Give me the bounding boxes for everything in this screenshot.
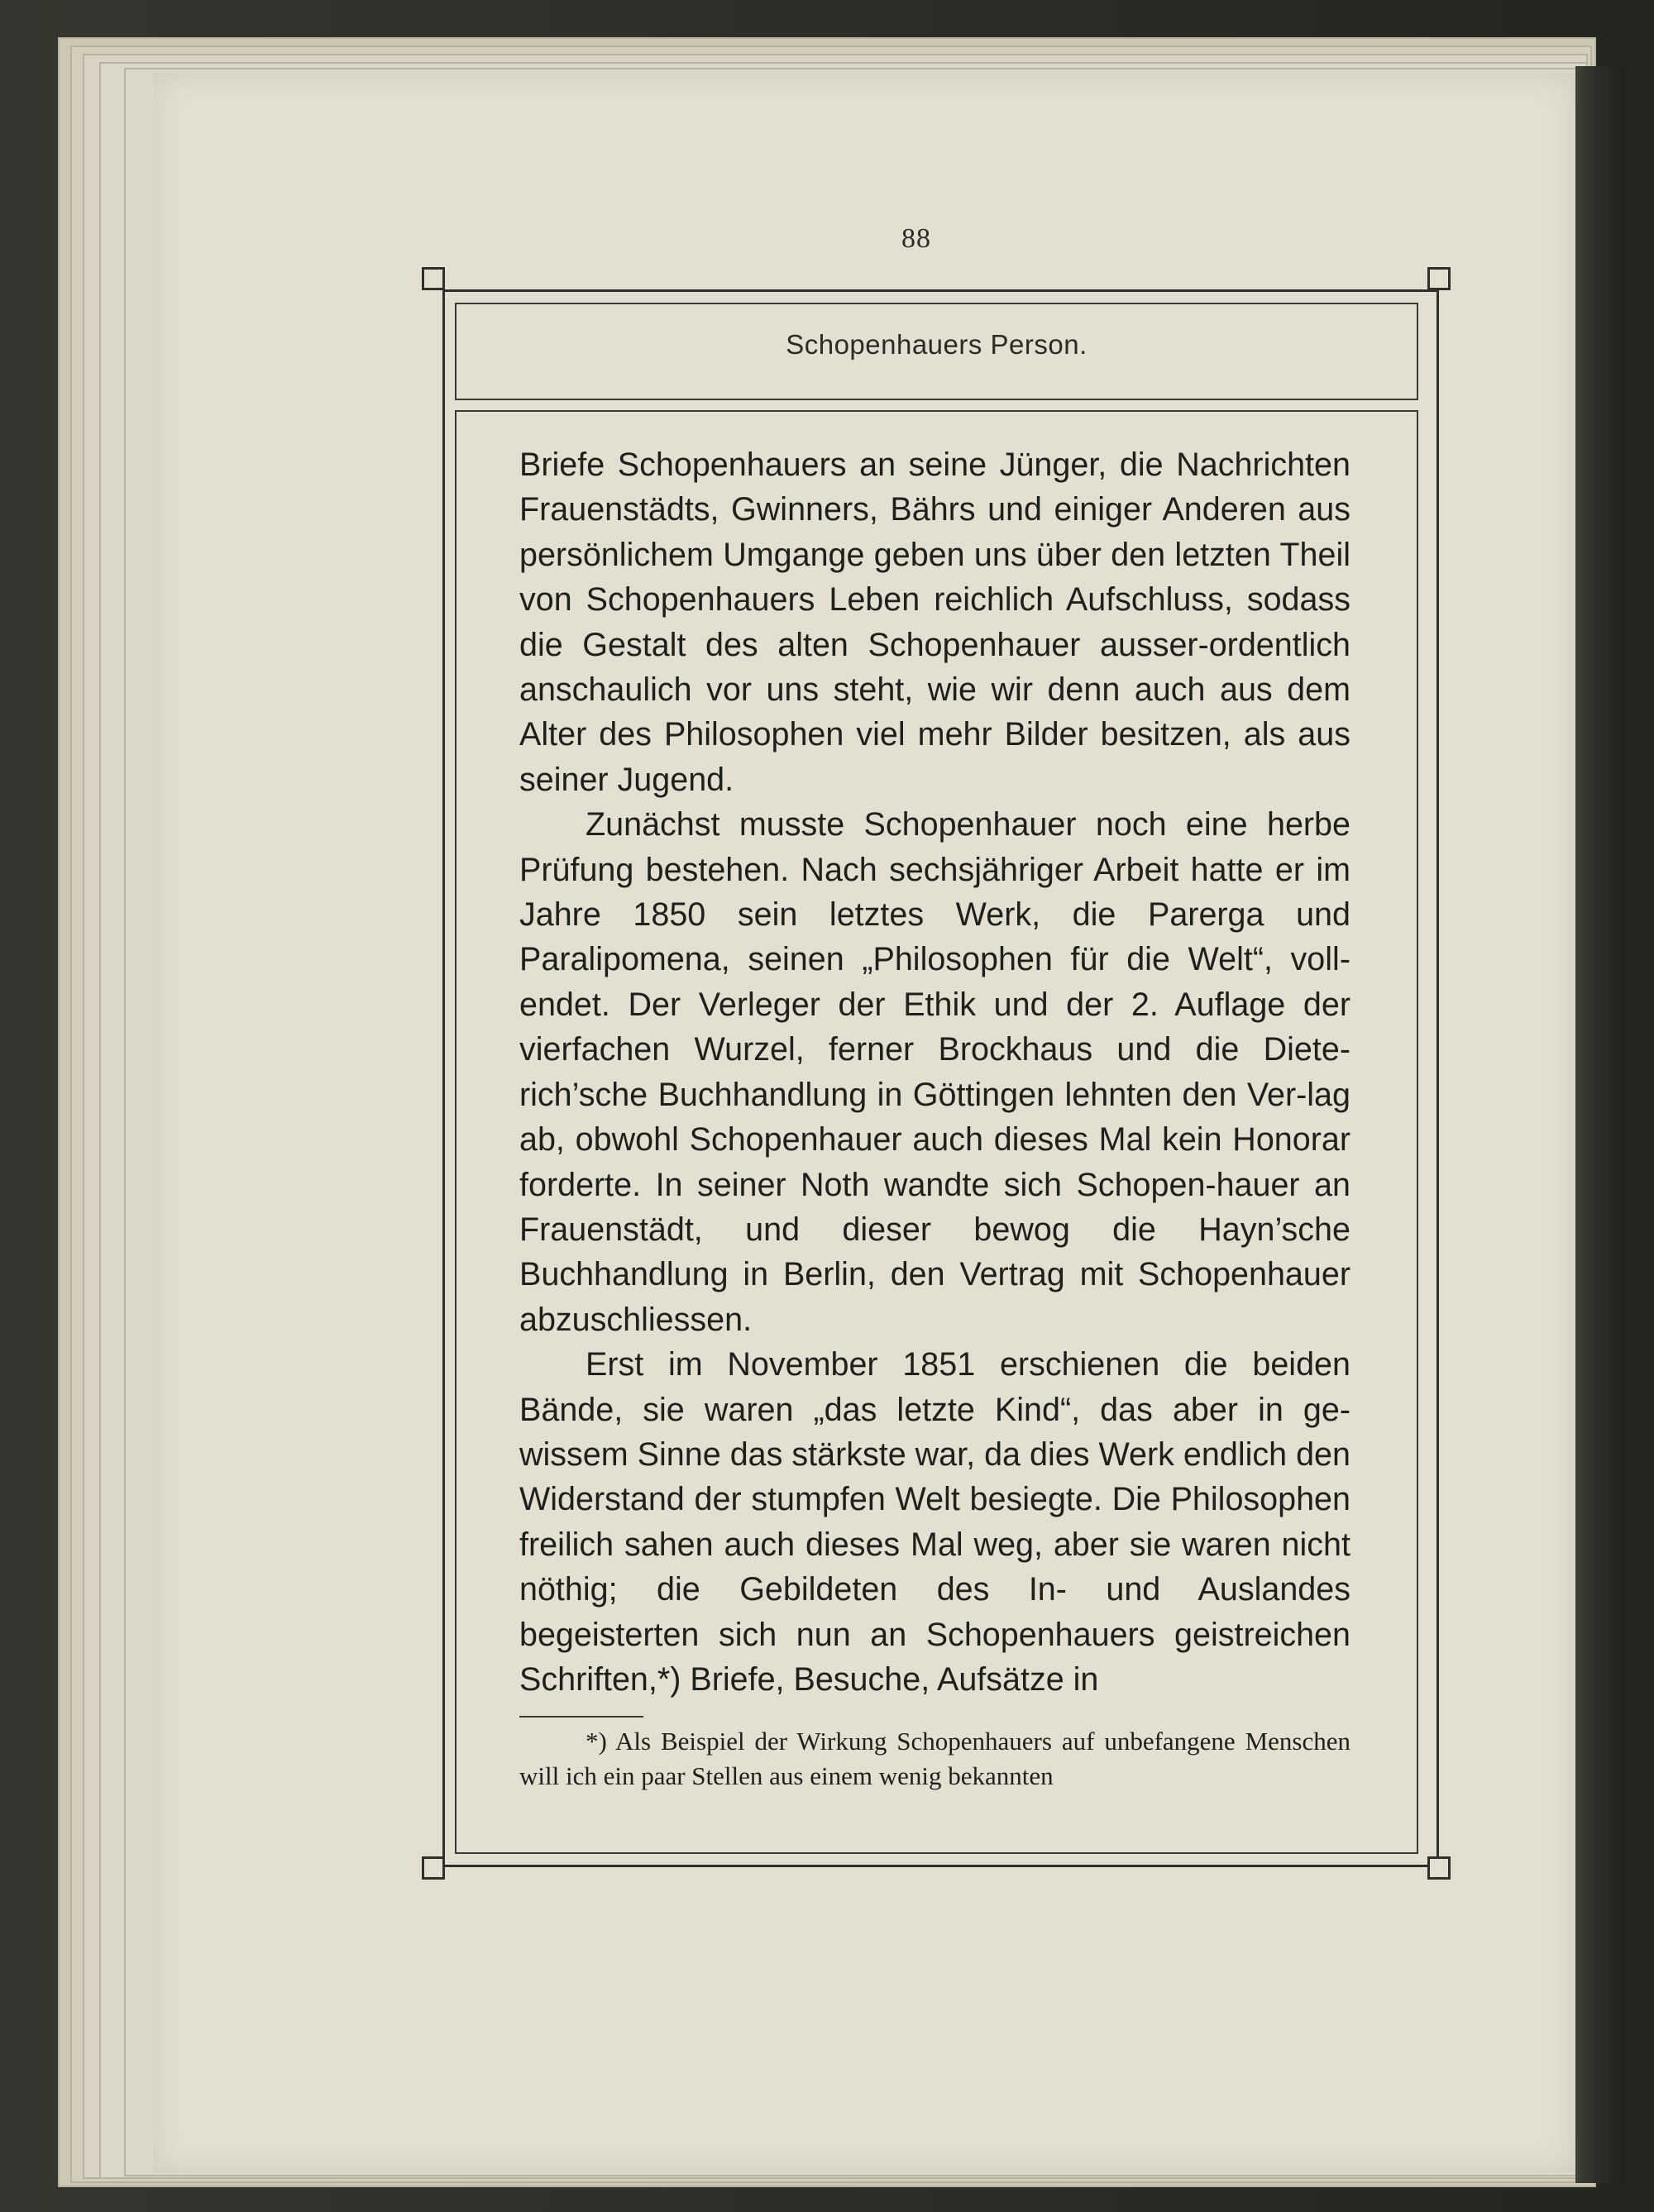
running-head: Schopenhauers Person. bbox=[786, 329, 1088, 360]
paragraph: Briefe Schopenhauers an seine Jünger, die Nachrichten Frauenstädts, Gwinners, Bährs und einiger Anderen aus persönlichem Umgange geben uns über den letzten Theil von Schopenhauers Leben reichlich Aufschluss, sodass die Gestalt des alten Schopenhauer ausser-ordentlich anschaulich vor uns steht, wie wir denn auch aus dem Alter des Philosophen viel mehr Bilder besitzen, als aus seiner Jugend. bbox=[519, 447, 1350, 798]
page-number: 88 bbox=[901, 223, 931, 254]
footnote-divider bbox=[519, 1716, 643, 1718]
footnote bbox=[519, 1724, 1350, 1794]
frame-corner-square bbox=[1427, 1856, 1451, 1880]
footnote-text: *) Als Beispiel der Wirkung Schopenhauers auf unbefangene Menschen will ich ein paar Stellen aus einem wenig bekannten bbox=[519, 1727, 1350, 1790]
paragraph: Zunächst musste Schopenhauer noch eine herbe Prüfung bestehen. Nach sechsjähriger Arbeit hatte er im Jahre 1850 sein letztes Werk, die Parerga und Paralipomena, seinen „Philosophen für die Welt“, voll-endet. Der Verleger der Ethik und der 2. Auflage der vierfachen Wurzel, ferner Brockhaus und die Diete-rich’sche Buchhandlung in Göttingen lehnten den Ver-lag ab, obwohl Schopenhauer auch dieses Mal kein Honorar forderte. In seiner Noth wandte sich Schopen-hauer an Frauenstädt, und dieser bewog die Hayn’sche Buchhandlung in Berlin, den Vertrag mit Schopenhauer abzuschliessen. bbox=[519, 806, 1350, 1338]
book-spine-edge bbox=[1575, 66, 1625, 2183]
frame-corner-square bbox=[422, 1856, 445, 1880]
frame-corner-square bbox=[422, 267, 445, 290]
paragraph: Erst im November 1851 erschienen die beiden Bände, sie waren „das letzte Kind“, das aber in ge-wissem Sinne das stärkste war, da dies Werk endlich den Widerstand der stumpfen Welt besiegte. Die Philosophen freilich sahen auch dieses Mal weg, aber sie waren nicht nöthig; die Gebildeten des In- und Auslandes begeisterten sich nun an Schopenhauers geistreichen Schriften,*) Briefe, Besuche, Aufsätze in bbox=[519, 1346, 1350, 1698]
frame-corner-square bbox=[1427, 267, 1451, 290]
body-text bbox=[519, 442, 1350, 1702]
